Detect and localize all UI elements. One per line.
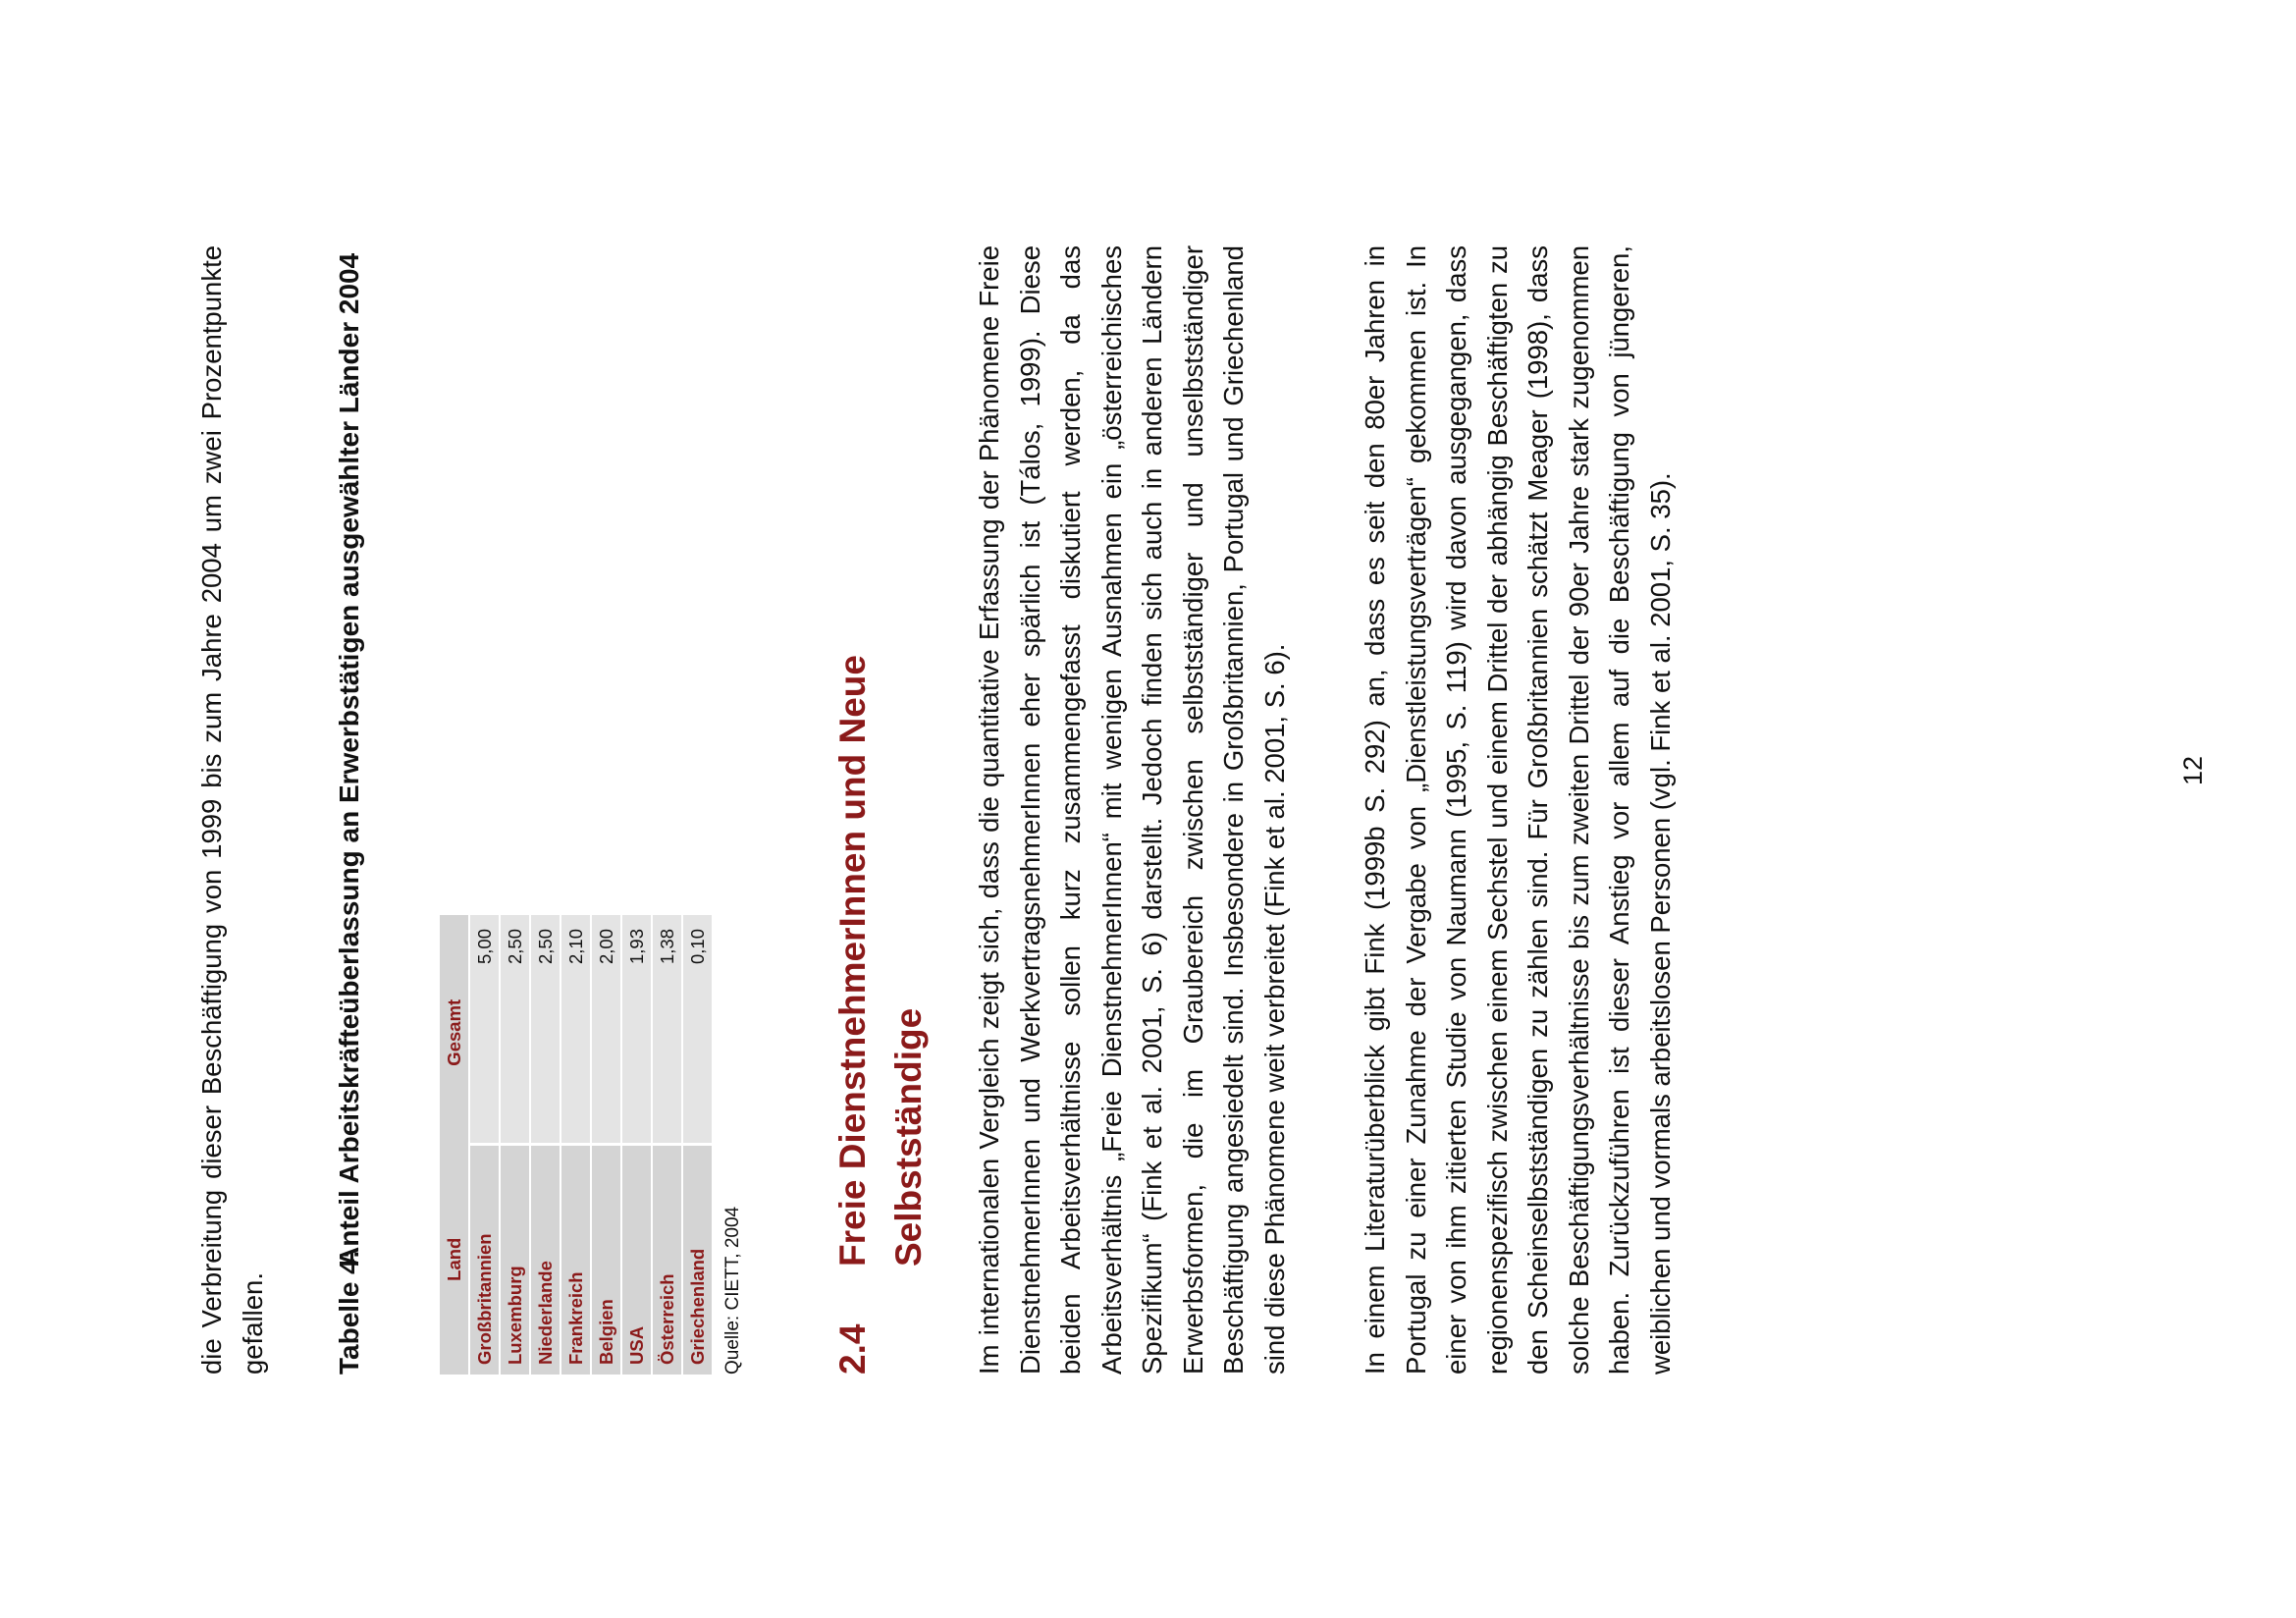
table-cell-gesamt: 0,10 [682, 915, 713, 1145]
table-header-row [440, 915, 469, 1375]
table-row [591, 915, 621, 1375]
page-number: 12 [2178, 755, 2208, 785]
body-paragraph: In einem Literaturüberblick gibt Fink (1999b S. 292) an, dass es seit den 80er Jahren in Portugal zu einer Zunahme der Vergabe von „Dienstleistungsverträgen“ gekommen ist. In einer von ihm zitierten Studie von Naumann (1995, S. 119) wird davon ausgegangen, dass regionenspezifisch zwischen einem Sechstel und einem Drittel der abhängig Beschäftigten zu den Scheinselbstständigen zu zählen sind. Für Großbritannien schätzt Meager (1998), dass solche Beschäftigungsverhältnisse bis zum zweiten Drittel der 90er Jahre stark zugenommen haben. Zurückzuführen ist dieser Anstieg vor allem auf die Beschäftigung von jüngeren, weiblichen und vormals arbeitslosen Personen (vgl. Fink et al. 2001, S. 35). [1360, 245, 1676, 1375]
table-cell-land: Großbritannien [469, 1145, 500, 1375]
table-row [530, 915, 561, 1375]
table-row [621, 915, 652, 1375]
table-row [652, 915, 682, 1375]
table-row [469, 915, 500, 1375]
table-header-gesamt: Gesamt [440, 915, 469, 1145]
table-cell-land: Niederlande [530, 1145, 561, 1375]
table-cell-land: Frankreich [561, 1145, 591, 1375]
table-header-land: Land [440, 1145, 469, 1375]
table-row [682, 915, 713, 1375]
intro-paragraph: die Verbreitung dieser Beschäftigung von 1999 bis zum Jahre 2004 um zwei Prozentpunkte gefallen. [196, 245, 268, 1375]
table-row [500, 915, 530, 1375]
section-number: 2.4 [832, 1323, 873, 1375]
table-cell-gesamt: 1,93 [621, 915, 652, 1145]
table-cell-land: Griechenland [682, 1145, 713, 1375]
table-cell-gesamt: 2,50 [500, 915, 530, 1145]
table-caption-text: Anteil Arbeitskräfteüberlassung an Erwerbstätigen ausgewählter Länder 2004 [334, 252, 364, 1267]
table-cell-gesamt: 2,10 [561, 915, 591, 1145]
table-cell-land: Luxemburg [500, 1145, 530, 1375]
table-cell-gesamt: 1,38 [652, 915, 682, 1145]
table-caption-label: Tabelle 4: [334, 1249, 364, 1375]
table-cell-land: Österreich [652, 1145, 682, 1375]
table-cell-land: USA [621, 1145, 652, 1375]
body-paragraph: Im internationalen Vergleich zeigt sich, dass die quantitative Erfassung der Phänomene Freie DienstnehmerInnen und WerkvertragsnehmerInnen eher spärlich ist (Tálos, 1999). Diese beiden Arbeitsverhältnisse sollen kurz zusammengefasst diskutiert werden, da das Arbeitsverhältnis „Freie DienstnehmerInnen“ mit wenigen Ausnahmen ein „österreichisches Spezifikum“ (Fink et al. 2001, S. 6) darstellt. Jedoch finden sich auch in anderen Ländern Erwerbsformen, die im Graubereich zwischen selbstständiger und unselbstständiger Beschäftigung angesiedelt sind. Insbesondere in Großbritannien, Portugal und Griechenland sind diese Phänomene weit verbreitet (Fink et al. 2001, S. 6). [974, 245, 1290, 1375]
data-table [440, 915, 714, 1375]
table-row [561, 915, 591, 1375]
section-title: Freie DienstnehmerInnen und Neue Selbstständige [832, 655, 929, 1267]
table-source: Quelle: CIETT, 2004 [722, 1206, 743, 1375]
table-cell-gesamt: 5,00 [469, 915, 500, 1145]
table-cell-gesamt: 2,50 [530, 915, 561, 1145]
table-cell-land: Belgien [591, 1145, 621, 1375]
table-cell-gesamt: 2,00 [591, 915, 621, 1145]
